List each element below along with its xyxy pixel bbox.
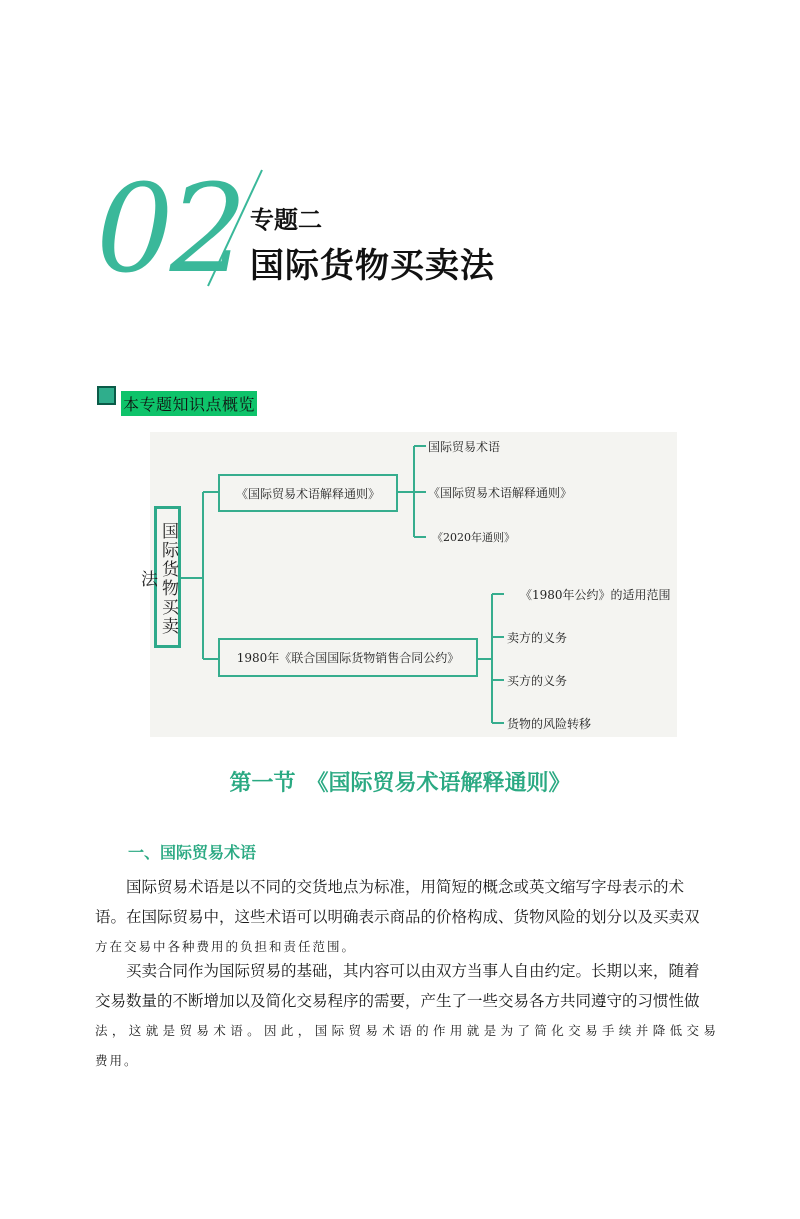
mindmap-branch-label: 《国际贸易术语解释通则》: [235, 486, 380, 501]
overview-label: 本专题知识点概览: [121, 391, 257, 416]
mindmap-leaf: 国际贸易术语: [428, 440, 501, 454]
chapter-title: 国际货物买卖法: [250, 246, 495, 286]
mindmap-leaf: 买方的义务: [507, 674, 568, 688]
mindmap-leaf: 《国际贸易术语解释通则》: [428, 486, 573, 500]
body-paragraph-1: [95, 872, 743, 962]
mindmap-leaf: 《1980年公约》的适用范围: [520, 588, 671, 602]
paragraph-line: 费用。: [95, 1053, 139, 1068]
mindmap-leaf: 货物的风险转移: [507, 717, 592, 731]
paragraph-line: 方在交易中各种费用的负担和责任范围。: [95, 939, 357, 954]
paragraph-line: 国际贸易术语是以不同的交货地点为标准，用简短的概念或英文缩写字母表示的术: [126, 878, 685, 896]
section-heading: 第一节 《国际贸易术语解释通则》: [229, 770, 571, 796]
paragraph-line: 交易数量的不断增加以及简化交易程序的需要，产生了一些交易各方共同遵守的习惯性做: [95, 992, 700, 1010]
mindmap-branch-incoterms: [218, 474, 398, 512]
mindmap-leaf: 《2020年通则》: [432, 531, 515, 544]
body-paragraph-2: [95, 956, 743, 1076]
mindmap-branch-label: 1980年《联合国国际货物销售合同公约》: [236, 651, 460, 665]
paragraph-line: 语。在国际贸易中，这些术语可以明确表示商品的价格构成、货物风险的划分以及买卖双: [95, 908, 700, 926]
paragraph-line: 法，这就是贸易术语。因此，国际贸易术语的作用就是为了简化交易手续并降低交易: [95, 1023, 721, 1038]
chapter-label: 专题二: [250, 206, 322, 234]
mindmap-root-node: [137, 506, 181, 648]
paragraph-line: 买卖合同作为国际贸易的基础，其内容可以由双方当事人自由约定。长期以来，随着: [126, 962, 700, 980]
mindmap-branch-cisg: [218, 638, 478, 677]
chapter-number: 02: [96, 158, 244, 300]
subsection-heading: 一、国际贸易术语: [128, 843, 257, 862]
mindmap-root-label: 国际货物买卖法: [137, 522, 178, 636]
mindmap-leaf: 卖方的义务: [507, 631, 568, 645]
